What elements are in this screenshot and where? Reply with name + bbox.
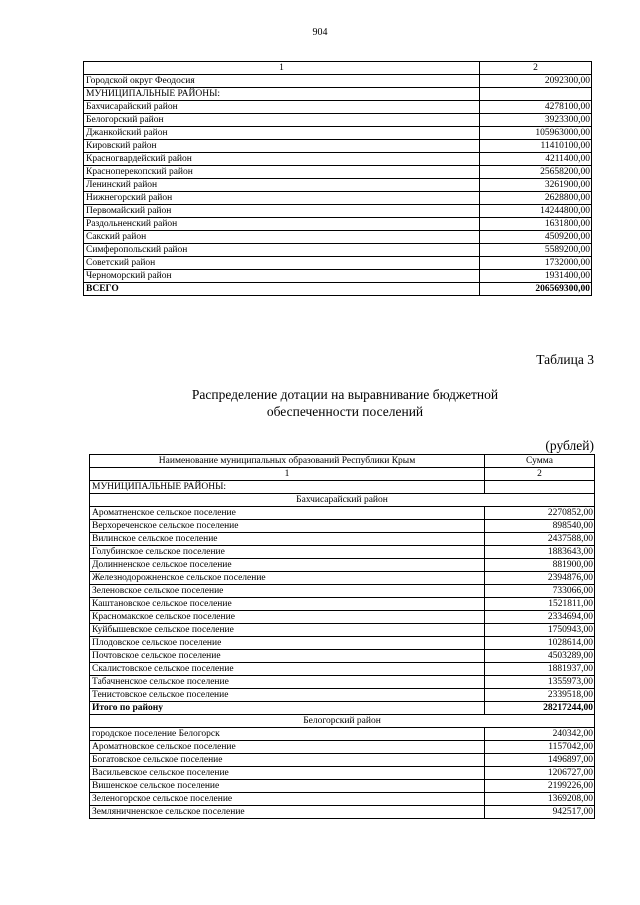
row-name: Джанкойский район xyxy=(84,127,480,140)
section-label: МУНИЦИПАЛЬНЫЕ РАЙОНЫ: xyxy=(90,481,485,494)
district-title: Белогорский район xyxy=(90,715,595,728)
row-name: Ленинский район xyxy=(84,179,480,192)
settlement-name: Верхореченское сельское поселение xyxy=(90,520,485,533)
table-row xyxy=(84,127,592,140)
district-title: Бахчисарайский район xyxy=(90,494,595,507)
table-row xyxy=(90,585,595,598)
row-sum: 5589200,00 xyxy=(480,244,592,257)
settlement-name: Ароматненское сельское поселение xyxy=(90,507,485,520)
settlement-sum: 4503289,00 xyxy=(485,650,595,663)
table-title-line-2: обеспеченности поселений xyxy=(266,404,424,419)
settlement-name: городское поселение Белогорск xyxy=(90,728,485,741)
table-row xyxy=(90,780,595,793)
settlement-sum: 1521811,00 xyxy=(485,598,595,611)
table-row xyxy=(84,218,592,231)
table-label: Таблица 3 xyxy=(536,352,594,367)
settlement-name: Скалистовское сельское поселение xyxy=(90,663,485,676)
district-heading-row xyxy=(90,715,595,728)
row-name: Красногвардейский район xyxy=(84,153,480,166)
table-header-row xyxy=(90,455,595,468)
table-row xyxy=(90,676,595,689)
settlement-name: Каштановское сельское поселение xyxy=(90,598,485,611)
row-name: Раздольненский район xyxy=(84,218,480,231)
table-row xyxy=(90,637,595,650)
table-row xyxy=(84,205,592,218)
table-row xyxy=(84,114,592,127)
settlement-sum: 1881937,00 xyxy=(485,663,595,676)
settlement-name: Тенистовское сельское поселение xyxy=(90,689,485,702)
table-row xyxy=(90,689,595,702)
table-row xyxy=(90,728,595,741)
total-sum: 206569300,00 xyxy=(480,283,592,296)
table-row xyxy=(84,231,592,244)
column-number-1: 1 xyxy=(84,62,480,75)
settlement-sum: 1883643,00 xyxy=(485,546,595,559)
settlement-sum: 1157042,00 xyxy=(485,741,595,754)
row-sum: 1931400,00 xyxy=(480,270,592,283)
table-row xyxy=(84,101,592,114)
table-row xyxy=(84,166,592,179)
settlement-name: Ароматновское сельское поселение xyxy=(90,741,485,754)
settlement-name: Зеленогорское сельское поселение xyxy=(90,793,485,806)
row-name: Сакский район xyxy=(84,231,480,244)
settlement-sum: 1369208,00 xyxy=(485,793,595,806)
settlement-sum: 1496897,00 xyxy=(485,754,595,767)
column-number-1: 1 xyxy=(90,468,485,481)
settlement-sum: 1750943,00 xyxy=(485,624,595,637)
row-name: Городской округ Феодосия xyxy=(84,75,480,88)
table-row xyxy=(90,741,595,754)
table-row xyxy=(90,507,595,520)
row-sum: 1732000,00 xyxy=(480,257,592,270)
table-row xyxy=(84,140,592,153)
row-name: Черноморский район xyxy=(84,270,480,283)
page-number: 904 xyxy=(312,27,328,38)
row-name: Первомайский район xyxy=(84,205,480,218)
table-row xyxy=(90,806,595,819)
table-row xyxy=(84,153,592,166)
table-row xyxy=(90,611,595,624)
column-header-name: Наименование муниципальных образований Республики Крым xyxy=(90,455,485,468)
settlement-sum: 2270852,00 xyxy=(485,507,595,520)
row-name: МУНИЦИПАЛЬНЫЕ РАЙОНЫ: xyxy=(84,88,480,101)
settlement-name: Земляничненское сельское поселение xyxy=(90,806,485,819)
settlement-name: Долинненское сельское поселение xyxy=(90,559,485,572)
row-sum: 2628800,00 xyxy=(480,192,592,205)
settlement-name: Голубинское сельское поселение xyxy=(90,546,485,559)
table-row xyxy=(84,257,592,270)
settlement-name: Красномакское сельское поселение xyxy=(90,611,485,624)
row-name: Нижнегорский район xyxy=(84,192,480,205)
table-row xyxy=(84,179,592,192)
settlement-name: Вишенское сельское поселение xyxy=(90,780,485,793)
table-row xyxy=(90,546,595,559)
row-sum: 11410100,00 xyxy=(480,140,592,153)
total-label: ВСЕГО xyxy=(84,283,480,296)
settlement-name: Васильевское сельское поселение xyxy=(90,767,485,780)
table-row xyxy=(84,88,592,101)
settlement-name: Почтовское сельское поселение xyxy=(90,650,485,663)
district-summary-table xyxy=(83,61,592,296)
table-row xyxy=(90,572,595,585)
settlement-sum: 2334694,00 xyxy=(485,611,595,624)
table-row xyxy=(84,75,592,88)
settlement-name: Табачненское сельское поселение xyxy=(90,676,485,689)
settlement-name: Богатовское сельское поселение xyxy=(90,754,485,767)
row-sum: 2092300,00 xyxy=(480,75,592,88)
settlement-sum: 942517,00 xyxy=(485,806,595,819)
settlement-sum: 733066,00 xyxy=(485,585,595,598)
row-name: Красноперекопский район xyxy=(84,166,480,179)
row-sum: 25658200,00 xyxy=(480,166,592,179)
table-header-row xyxy=(84,62,592,75)
section-empty-cell xyxy=(485,481,595,494)
row-sum: 1631800,00 xyxy=(480,218,592,231)
table-row xyxy=(90,624,595,637)
table-row xyxy=(90,663,595,676)
table-row xyxy=(84,192,592,205)
settlement-name: Куйбышевское сельское поселение xyxy=(90,624,485,637)
column-header-sum: Сумма xyxy=(485,455,595,468)
row-sum xyxy=(480,88,592,101)
table-row xyxy=(90,559,595,572)
column-number-2: 2 xyxy=(485,468,595,481)
table-row xyxy=(90,533,595,546)
row-sum: 3261900,00 xyxy=(480,179,592,192)
row-name: Кировский район xyxy=(84,140,480,153)
settlement-subsidy-table xyxy=(89,454,595,819)
section-row xyxy=(90,481,595,494)
settlement-name: Зеленовское сельское поселение xyxy=(90,585,485,598)
table-title xyxy=(0,386,640,420)
district-total-label: Итого по району xyxy=(90,702,485,715)
district-heading-row xyxy=(90,494,595,507)
column-number-2: 2 xyxy=(480,62,592,75)
table-total-row xyxy=(84,283,592,296)
settlement-sum: 2437588,00 xyxy=(485,533,595,546)
row-sum: 4211400,00 xyxy=(480,153,592,166)
settlement-sum: 1355973,00 xyxy=(485,676,595,689)
settlement-name: Плодовское сельское поселение xyxy=(90,637,485,650)
settlement-name: Вилинское сельское поселение xyxy=(90,533,485,546)
settlement-sum: 240342,00 xyxy=(485,728,595,741)
row-sum: 4278100,00 xyxy=(480,101,592,114)
row-sum: 4509200,00 xyxy=(480,231,592,244)
settlement-sum: 2394876,00 xyxy=(485,572,595,585)
table-row xyxy=(90,793,595,806)
row-sum: 3923300,00 xyxy=(480,114,592,127)
table-row xyxy=(90,754,595,767)
table-row xyxy=(90,650,595,663)
district-total-sum: 28217244,00 xyxy=(485,702,595,715)
row-sum: 105963000,00 xyxy=(480,127,592,140)
settlement-sum: 881900,00 xyxy=(485,559,595,572)
settlement-sum: 2199226,00 xyxy=(485,780,595,793)
table-row xyxy=(90,598,595,611)
table-row xyxy=(90,520,595,533)
settlement-name: Железнодорожненское сельское поселение xyxy=(90,572,485,585)
table-row xyxy=(90,767,595,780)
row-sum: 14244800,00 xyxy=(480,205,592,218)
settlement-sum: 898540,00 xyxy=(485,520,595,533)
unit-label: (рублей) xyxy=(545,438,594,453)
table-row xyxy=(84,244,592,257)
settlement-sum: 1206727,00 xyxy=(485,767,595,780)
row-name: Белогорский район xyxy=(84,114,480,127)
settlement-sum: 1028614,00 xyxy=(485,637,595,650)
table-column-number-row xyxy=(90,468,595,481)
table-title-line-1: Распределение дотации на выравнивание бюджетной xyxy=(191,387,499,402)
row-name: Бахчисарайский район xyxy=(84,101,480,114)
settlement-sum: 2339518,00 xyxy=(485,689,595,702)
row-name: Симферопольский район xyxy=(84,244,480,257)
row-name: Советский район xyxy=(84,257,480,270)
district-total-row xyxy=(90,702,595,715)
table-row xyxy=(84,270,592,283)
